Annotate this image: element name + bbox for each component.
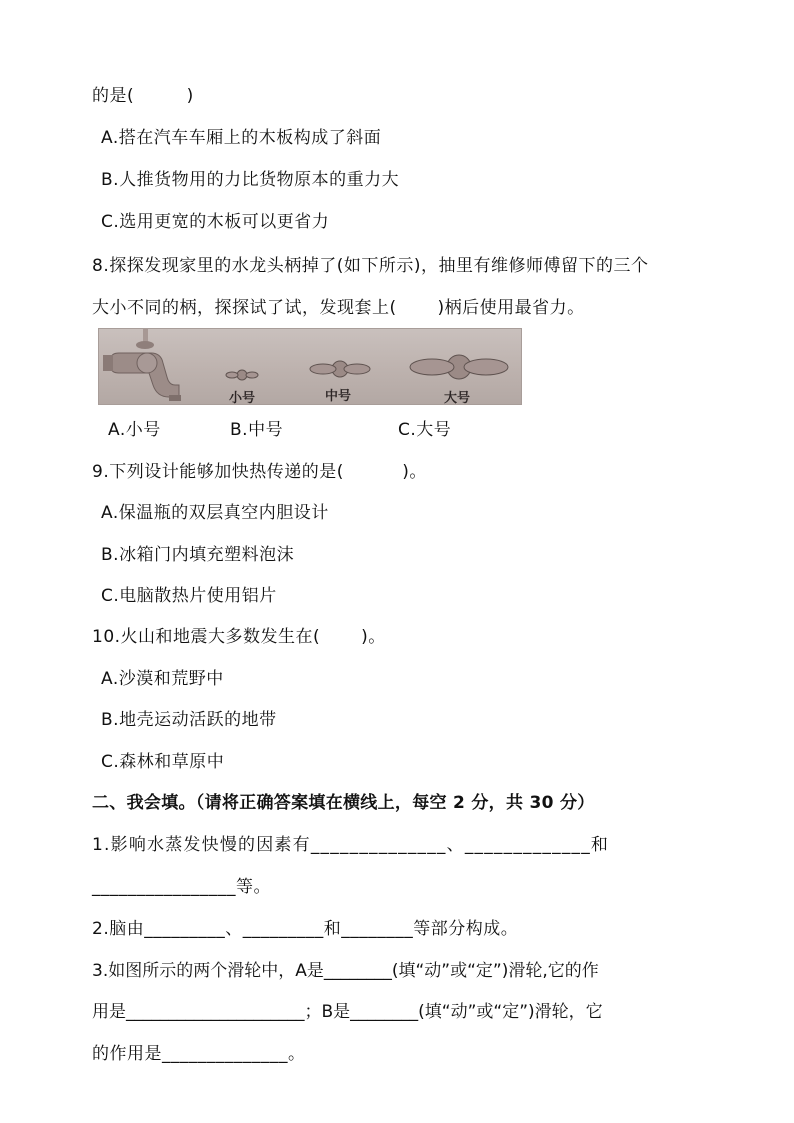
q7-option-c: C.选用更宽的木板可以更省力 bbox=[101, 212, 330, 232]
q9-option-a: A.保温瓶的双层真空内胆设计 bbox=[101, 503, 329, 523]
q7-stem-tail: 的是( ) bbox=[92, 86, 194, 106]
q7-option-a: A.搭在汽车车厢上的木板构成了斜面 bbox=[101, 128, 382, 148]
q9-stem: 9.下列设计能够加快热传递的是( )。 bbox=[92, 462, 427, 482]
q8-option-a: A.小号 bbox=[108, 420, 161, 440]
fill-q3-line3: 的作用是______________。 bbox=[92, 1044, 306, 1064]
fill-q3-line2: 用是_____________________；B是________(填“动”或“定”)滑轮，它 bbox=[92, 1002, 603, 1022]
q10-option-c: C.森林和草原中 bbox=[101, 752, 225, 772]
section-2-heading: 二、我会填。（请将正确答案填在横线上，每空 2 分，共 30 分） bbox=[92, 793, 595, 813]
label-large-handle: 大号 bbox=[444, 391, 471, 405]
fill-q1-line2: ________________等。 bbox=[92, 877, 271, 897]
q8-option-c: C.大号 bbox=[398, 420, 452, 440]
q7-option-b: B.人推货物用的力比货物原本的重力大 bbox=[101, 170, 400, 190]
label-medium-handle: 中号 bbox=[325, 389, 352, 404]
q8-option-b: B.中号 bbox=[230, 420, 284, 440]
faucet-handles-figure bbox=[98, 328, 522, 405]
fill-q2: 2.脑由_________、_________和________等部分构成。 bbox=[92, 919, 519, 939]
q9-option-c: C.电脑散热片使用铝片 bbox=[101, 586, 277, 606]
fill-q1-line1: 1.影响水蒸发快慢的因素有______________、_____________和 bbox=[92, 835, 610, 855]
q8-stem-line1: 8.探探发现家里的水龙头柄掉了(如下所示)，抽里有维修师傅留下的三个 bbox=[92, 256, 649, 276]
q8-stem-line2: 大小不同的柄，探探试了试，发现套上( )柄后使用最省力。 bbox=[92, 298, 585, 318]
fill-q3-line1: 3.如图所示的两个滑轮中，A是________(填“动”或“定”)滑轮,它的作 bbox=[92, 961, 599, 981]
q9-option-b: B.冰箱门内填充塑料泡沫 bbox=[101, 545, 295, 565]
q10-option-a: A.沙漠和荒野中 bbox=[101, 669, 224, 689]
q10-stem: 10.火山和地震大多数发生在( )。 bbox=[92, 627, 386, 647]
q10-option-b: B.地壳运动活跃的地带 bbox=[101, 710, 277, 730]
label-small-handle: 小号 bbox=[229, 391, 256, 405]
